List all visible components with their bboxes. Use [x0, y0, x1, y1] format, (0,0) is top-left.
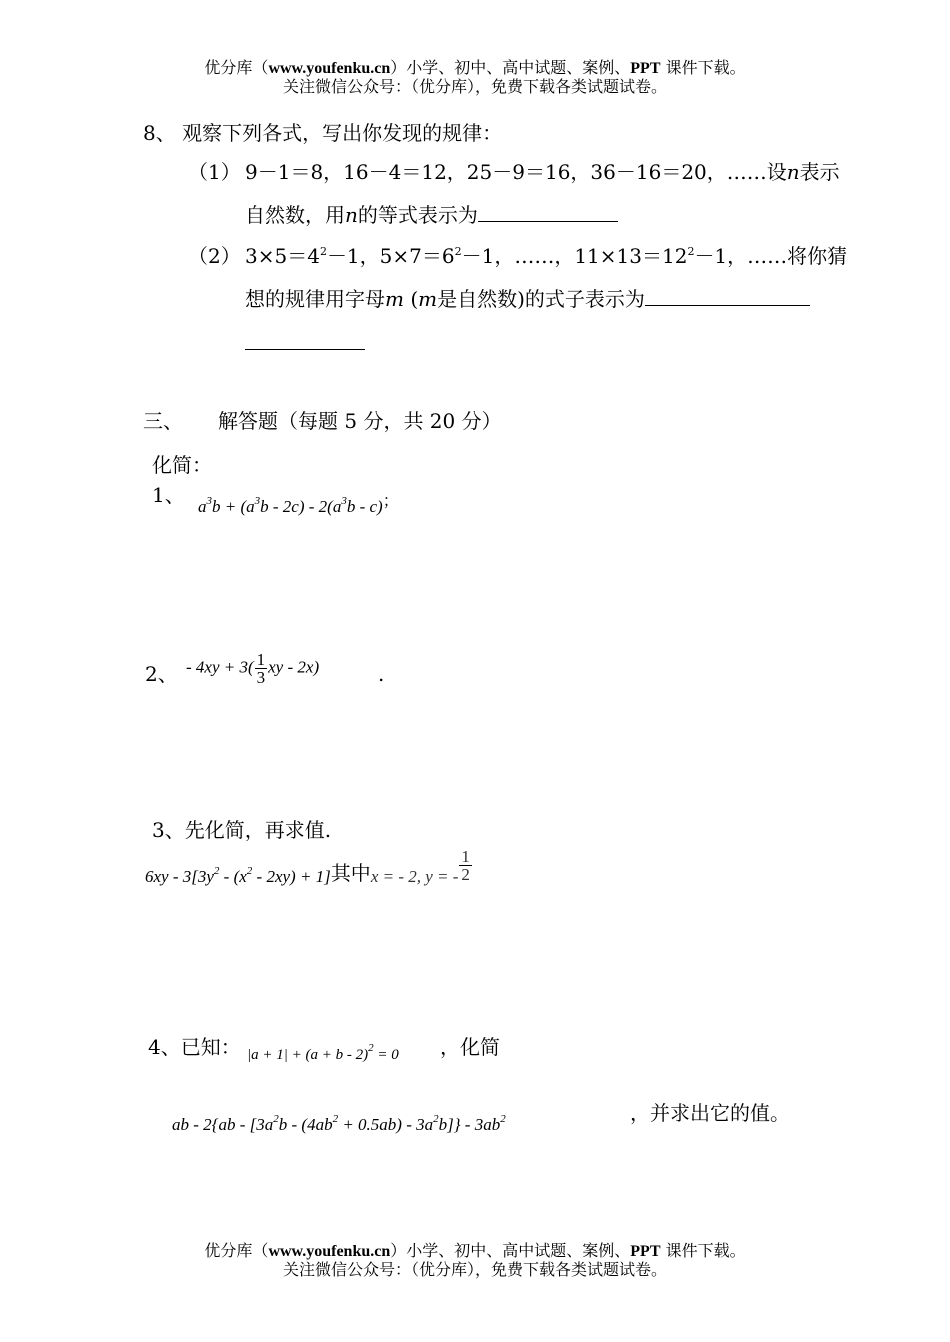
simplify-intro: 化简： [152, 453, 212, 477]
header-line-1: 优分库（www.youfenku.cn）小学、初中、高中试题、案例、PPT 课件下载。 [204, 58, 746, 77]
q8-p2-line1: $3\times 5=4^2-1$，$5\times 7=6^2-1$，……，$11\times 13=12^2-1$，……将你猜 [245, 244, 848, 268]
problem-2-end: . [378, 662, 385, 686]
q8-title: 8、 观察下列各式，写出你发现的规律： [143, 121, 503, 145]
problem-4-simplify: ，化简 [440, 1035, 500, 1059]
problem-1-label: 1、 [152, 483, 185, 507]
header-line-2: 关注微信公众号：（优分库），免费下载各类试题试卷。 [282, 77, 667, 96]
problem-2-label: 2、 [145, 662, 178, 686]
problem-4-expression: ab - $2\{ab - [3a^2b - (4ab^2 + 0.5ab) - 3a^2b]\} - 3ab^2$ [172, 1113, 506, 1134]
problem-4-end: ，并求出它的值。 [630, 1101, 790, 1125]
problem-2-expression: - 4xy + 3( $\frac{1}{3}$ xy - 2x) [186, 650, 320, 687]
problem-3-title: 3、先化简，再求值. [152, 818, 332, 842]
header-url: www.youfenku.cn [268, 60, 391, 77]
problem-4-title: 4、已知： [148, 1035, 241, 1059]
section3-number: 三、 [143, 409, 183, 433]
footer-url: www.youfenku.cn [268, 1243, 391, 1260]
answer-blank-continued[interactable] [245, 349, 365, 350]
problem-3-expression: $6xy - 3[3y^2 - (x^2 - 2xy) + 1]$其中x = - 2, y = - $\frac{1}{2}$ [145, 847, 470, 886]
q8-p1-label: （1） [188, 160, 241, 184]
section3-title: 解答题（每题 5 分，共 20 分） [218, 409, 502, 433]
footer-line-1: 优分库（www.youfenku.cn）小学、初中、高中试题、案例、PPT 课件下载。 [204, 1241, 746, 1260]
footer-line-2: 关注微信公众号：（优分库），免费下载各类试题试卷。 [282, 1260, 667, 1279]
q8-p1-line1: 9－1＝8，16－4＝12，25－9＝16，36－16＝20，……设n表示 [245, 160, 840, 184]
answer-blank[interactable] [645, 285, 810, 306]
problem-4-condition: $|a + 1| + (a + b - 2)^2 = 0$ [247, 1042, 399, 1063]
q8-p1-line2: 自然数，用n的等式表示为 [245, 201, 618, 229]
q8-p2-line2: 想的规律用字母m (m是自然数)的式子表示为 [245, 285, 810, 313]
q8-p2-label: （2） [188, 244, 241, 268]
problem-1-expression: $a^3b + (a^3b - 2c) - 2(a^3b - c)$； [198, 491, 399, 516]
answer-blank[interactable] [478, 201, 618, 222]
